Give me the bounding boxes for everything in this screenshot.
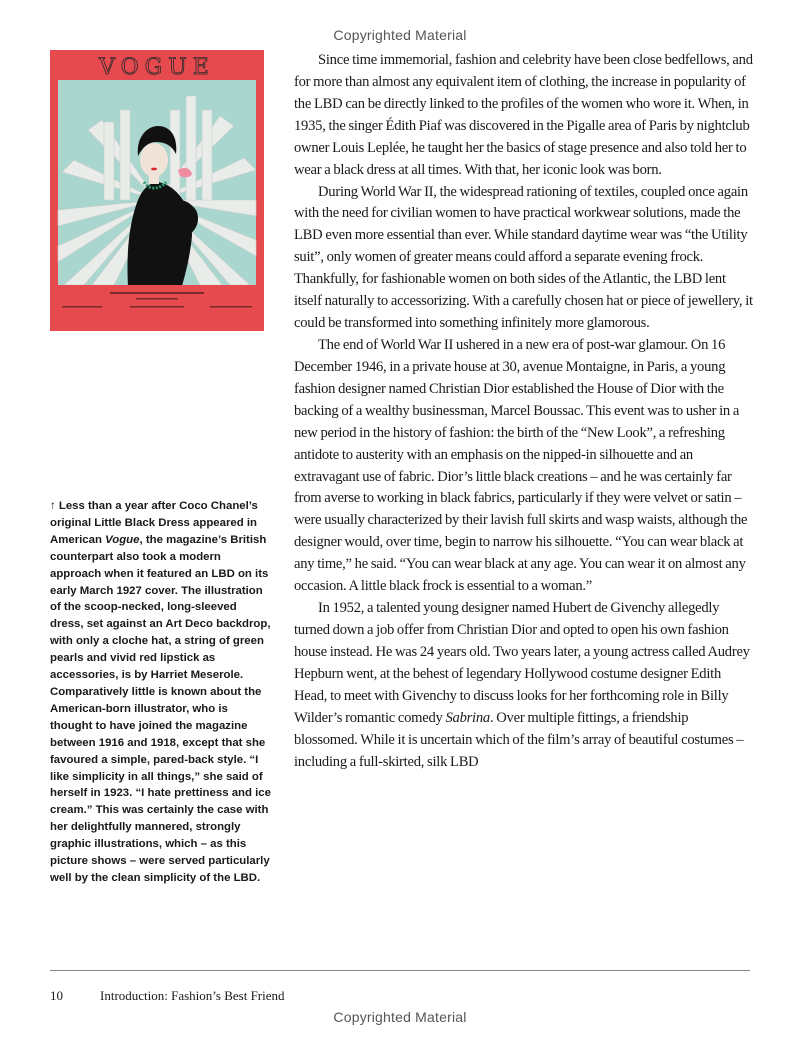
main-body-text bbox=[294, 50, 754, 773]
image-caption bbox=[50, 498, 272, 887]
vogue-cover-artwork bbox=[50, 50, 264, 331]
paragraph-1: Since time immemorial, fashion and celebrity have been close bedfellows, and for more than almost any equivalent item of clothing, the increase in popularity of the LBD can be directly linked to the profiles of the women who wore it. When, in 1935, the singer Édith Piaf was discovered in the Pigalle area of Paris by nightclub owner Louis Leplée, he taught her the basics of stage presence and also told her to wear a black dress at all times. With that, her iconic look was born. bbox=[294, 52, 753, 178]
running-title: Introduction: Fashion’s Best Friend bbox=[100, 988, 285, 1003]
paragraph-4 bbox=[294, 598, 754, 773]
caption-text-part-2: , the magazine’s British counterpart also took a modern approach when it featured an LBD on its early March 1927 cover. The illustration of the scoop-necked, long-sleeved dress, set against an Art Deco backdrop, with only a cloche hat, a string of green pearls and vivid red lipstick as accessories, is by Harriet Meserole. Comparatively little is known about the American-born illustrator, who is thought to have joined the magazine between 1916 and 1918, except that she favoured a simple, pared-back style. “I like simplicity in all things,” she said of herself in 1923. “I hate prettiness and ice cream.” This was certainly the case with her delightfully mannered, strongly graphic illustrations, which – as this picture shows – were served particularly well by the clean simplicity of the LBD. bbox=[50, 533, 271, 884]
copyright-watermark-top: Copyrighted Material bbox=[333, 27, 467, 43]
paragraph-4-part-1: In 1952, a talented young designer named Hubert de Givenchy allegedly turned down a job offer from Christian Dior and opted to open his own fashion house instead. He was 24 years old. Two years later, a young actress called Audrey Hepburn went, at the behest of legendary Hollywood costume designer Edith Head, to meet with Givenchy to discuss looks for her forthcoming role in Billy Wilder’s romantic comedy bbox=[294, 600, 750, 726]
vogue-cover-illustration bbox=[50, 50, 264, 331]
paragraph-4-part-2: . Over multiple fittings, a friendship blossomed. While it is uncertain which of the film’s array of beautiful costumes – including a full-skirted, silk LBD bbox=[294, 709, 744, 770]
footer-rule bbox=[50, 970, 750, 971]
caption-vogue-italic: Vogue bbox=[105, 533, 140, 546]
paragraph-3: The end of World War II ushered in a new era of post-war glamour. On 16 December 1946, in a private house at 30, avenue Montaigne, in Paris, a young fashion designer named Christian Dior established the House of Dior with the backing of a wealthy businessman, Marcel Boussac. This event was to usher in a new period in the history of fashion: the birth of the “New Look”, a refreshing antidote to austerity with an emphasis on the nipped-in silhouette and an extravagant use of fabric. Dior’s little black creations – and he was certainly far from averse to working in black fabrics, particularly if they were velvet or satin – were usually characterized by their lavish full skirts and wasp waists, although the designer would, over time, begin to narrow his silhouette. “You can wear black at any time,” he said. “You can wear black at any age. You can wear it on almost any occasion. A little black frock is essential to a woman.” bbox=[294, 336, 748, 595]
masthead-logo: VOGUE bbox=[99, 55, 215, 80]
up-arrow-icon: ↑ bbox=[50, 500, 56, 512]
caption-text-part-1: Less than a year after Coco Chanel’s original Little Black Dress appeared in American bbox=[50, 500, 258, 546]
film-title-sabrina: Sabrina bbox=[445, 709, 490, 726]
page-footer bbox=[50, 988, 285, 1004]
page-number: 10 bbox=[50, 988, 63, 1003]
paragraph-2: During World War II, the widespread rationing of textiles, coupled once again with the need for civilian women to have practical workwear solutions, made the LBD even more essential than ever. While standard daytime wear was “the Utility suit”, only women of greater means could afford a separate evening frock. Thankfully, for fashionable women on both sides of the Atlantic, the LBD lent itself naturally to accessorizing. With a carefully chosen hat or piece of jewellery, it could be transformed into something infinitely more glamorous. bbox=[294, 183, 753, 332]
cover-lower-band bbox=[58, 285, 256, 325]
copyright-watermark-bottom: Copyrighted Material bbox=[333, 1009, 467, 1025]
